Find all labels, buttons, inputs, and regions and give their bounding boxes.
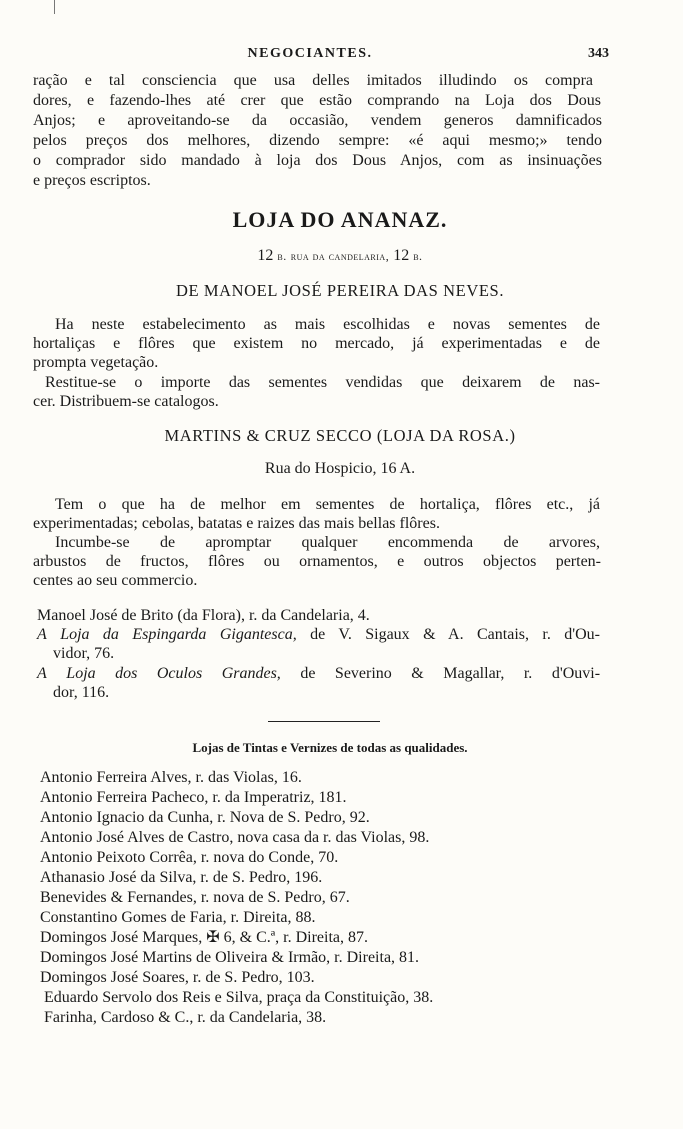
intro-line: o comprador sido mandado à loja dos Dous Anjos, com as insinuações bbox=[33, 152, 602, 169]
shop-article: A bbox=[37, 626, 47, 643]
address-letter: b. bbox=[413, 249, 423, 263]
ananaz-text-line: Ha neste estabelecimento as mais escolhidas e novas sementes de bbox=[55, 316, 600, 333]
list-item: Benevides & Fernandes, r. nova de S. Pedro, 67. bbox=[40, 889, 350, 906]
list-item: Antonio José Alves de Castro, nova casa da r. das Violas, 98. bbox=[40, 829, 430, 846]
rosa-text-line: Tem o que ha de melhor em sementes de hortaliça, flôres etc., já bbox=[55, 496, 600, 513]
intro-line: pelos preços dos melhores, dizendo sempre: «é aqui mesmo;» tendo bbox=[33, 132, 602, 149]
address-letter: b. bbox=[277, 249, 287, 263]
ananaz-owner: DE MANOEL JOSÉ PEREIRA DAS NEVES. bbox=[175, 281, 505, 300]
intro-line: ração e tal consciencia que usa delles imitados illudindo os compra bbox=[33, 72, 593, 89]
address-street: rua da candelaria, bbox=[290, 249, 390, 263]
ananaz-text-line: Restitue-se o importe das sementes vendidas que deixarem de nas- bbox=[45, 374, 600, 391]
list-item: Antonio Ignacio da Cunha, r. Nova de S. Pedro, 92. bbox=[40, 809, 370, 826]
list-item: Antonio Peixoto Corrêa, r. nova do Conde, 70. bbox=[40, 849, 339, 866]
address-number: 12 bbox=[393, 247, 410, 264]
ananaz-text-line: hortaliças e flôres que existem no mercado, já experimentadas e de bbox=[33, 335, 600, 352]
list-item: Domingos José Martins de Oliveira & Irmão, r. Direita, 81. bbox=[40, 949, 420, 966]
shop-name: Loja dos Oculos Grandes, bbox=[66, 665, 281, 682]
list-item: Athanasio José da Silva, r. de S. Pedro, 196. bbox=[40, 869, 323, 886]
intro-line: dores, e fazendo-lhes até crer que estão comprando na Loja dos Dous bbox=[33, 92, 601, 109]
ananaz-address bbox=[150, 246, 530, 266]
tintas-section-title: Lojas de Tintas e Vernizes de todas as qualidades. bbox=[192, 740, 468, 755]
rosa-text-line: centes ao seu commercio. bbox=[33, 572, 198, 589]
list-item: Domingos José Soares, r. de S. Pedro, 103. bbox=[40, 969, 315, 986]
list-item: Farinha, Cardoso & C., r. da Candelaria, 38. bbox=[44, 1009, 327, 1026]
ananaz-title: LOJA DO ANANAZ. bbox=[232, 207, 448, 232]
rosa-text-line: experimentadas; cebolas, batatas e raizes das mais bellas flôres. bbox=[33, 515, 440, 532]
intro-line: Anjos; e aproveitando-se da occasião, vendem generos damnificados bbox=[33, 112, 602, 129]
ananaz-text-line: cer. Distribuem-se catalogos. bbox=[33, 393, 219, 410]
shop-entry-continued: dor, 116. bbox=[53, 684, 110, 701]
section-divider bbox=[268, 721, 380, 722]
list-item: Constantino Gomes de Faria, r. Direita, 88. bbox=[40, 909, 316, 926]
rosa-text-line: arbustos de fructos, flôres ou ornamentos, e outros objectos perten- bbox=[33, 553, 601, 570]
list-item: Domingos José Marques, ✠ 6, & C.ª, r. Direita, 87. bbox=[40, 929, 369, 946]
margin-mark bbox=[54, 0, 55, 14]
rosa-address: Rua do Hospicio, 16 A. bbox=[264, 460, 416, 477]
shop-address: de V. Sigaux & A. Cantais, r. d'Ou- bbox=[310, 626, 601, 643]
shop-entry: Manoel José de Brito (da Flora), r. da Candelaria, 4. bbox=[37, 607, 370, 624]
shop-entry bbox=[37, 625, 600, 645]
shop-name: Loja da Espingarda Gigantesca, bbox=[60, 626, 297, 643]
shop-entry bbox=[37, 664, 600, 684]
list-item: Antonio Ferreira Alves, r. das Violas, 16. bbox=[40, 769, 302, 786]
page-number: 343 bbox=[588, 46, 609, 61]
list-item: Eduardo Servolo dos Reis e Silva, praça da Constituição, 38. bbox=[44, 989, 434, 1006]
shop-entry-continued: vidor, 76. bbox=[53, 645, 115, 662]
shop-article: A bbox=[37, 665, 47, 682]
address-number: 12 bbox=[257, 247, 274, 264]
rosa-text-line: Incumbe-se de apromptar qualquer encommenda de arvores, bbox=[55, 534, 600, 551]
ananaz-text-line: prompta vegetação. bbox=[33, 354, 159, 371]
intro-line: e preços escriptos. bbox=[33, 172, 151, 189]
list-item: Antonio Ferreira Pacheco, r. da Imperatriz, 181. bbox=[40, 789, 347, 806]
running-head: NEGOCIANTES. bbox=[247, 46, 373, 61]
rosa-title: MARTINS & CRUZ SECCO (LOJA DA ROSA.) bbox=[164, 426, 516, 445]
shop-address: de Severino & Magallar, r. d'Ouvi- bbox=[300, 665, 601, 682]
